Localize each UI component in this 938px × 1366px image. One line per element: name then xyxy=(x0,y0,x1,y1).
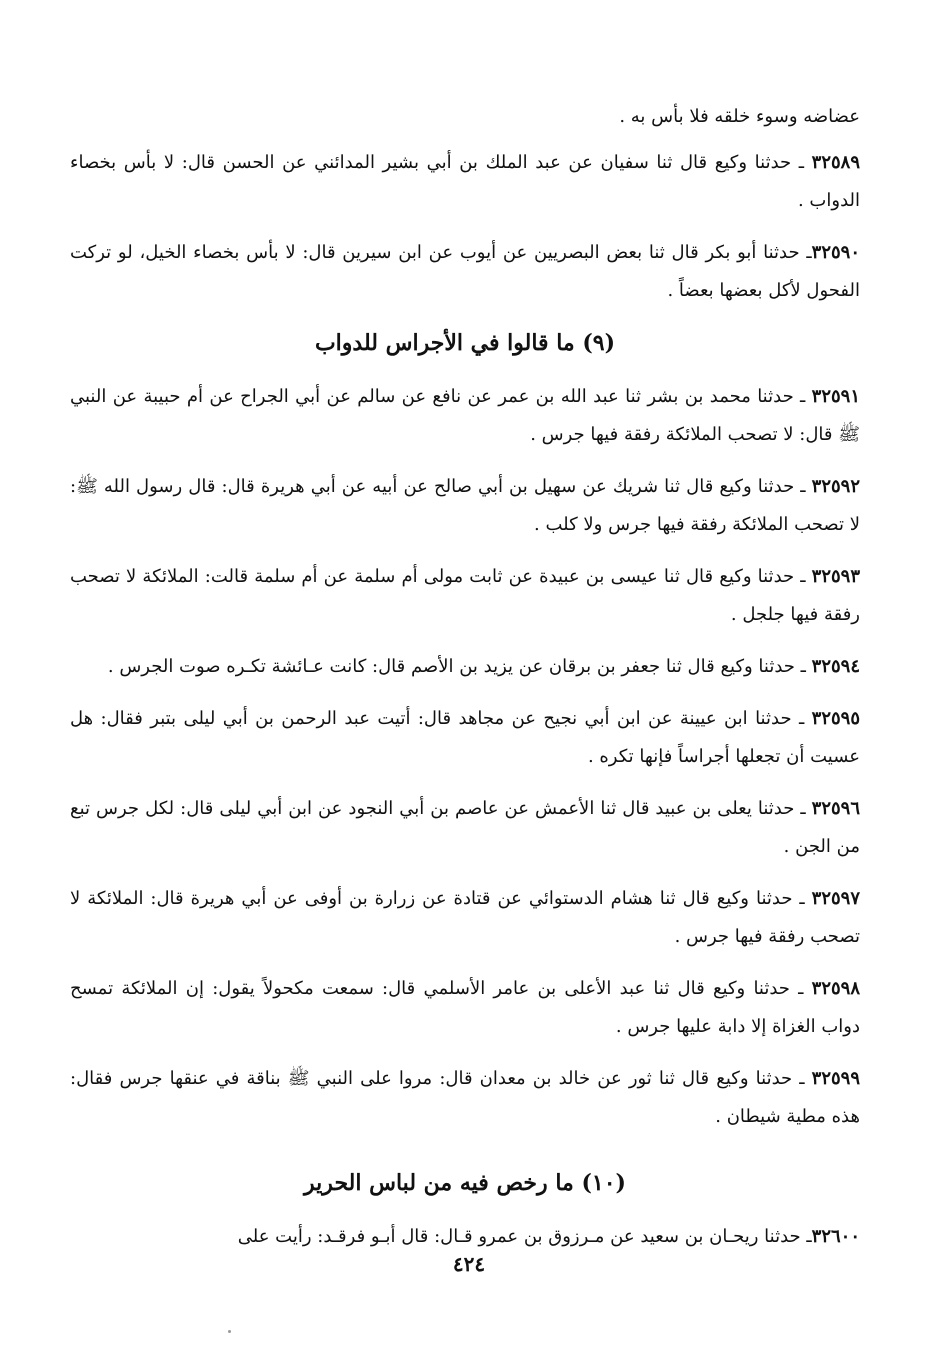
hadith-text: ـ حدثنا محمد بن بشر ثنا عبد الله بن عمر عن نافع عن سالم عن أبي الجراح عن أم حبيبة عن النبي ﷺ قال: لا تصحب الملائكة رفقة فيها جرس . xyxy=(70,386,860,445)
hadith-number: ٣٢٥٩١ xyxy=(811,386,860,407)
hadith-group-b xyxy=(70,378,860,1136)
hadith-number: ٣٢٥٩٧ xyxy=(811,888,860,909)
chapter-heading-9: (٩) ما قالوا في الأجراس للدواب xyxy=(314,330,616,356)
hadith-number: ٣٢٦٠٠ xyxy=(811,1226,860,1247)
hadith-paragraph xyxy=(70,1060,860,1136)
page-text xyxy=(70,98,860,1270)
hadith-paragraph xyxy=(70,700,860,776)
hadith-paragraph xyxy=(70,378,860,454)
hadith-paragraph xyxy=(70,234,860,310)
hadith-group-c xyxy=(70,1218,860,1256)
hadith-text: ـ حدثنا وكيع قال ثنا عيسى بن عبيدة عن ثابت مولى أم سلمة عن أم سلمة قالت: الملائكة لا تصحب رفقة فيها جلجل . xyxy=(70,566,860,625)
hadith-number: ٣٢٥٩٩ xyxy=(811,1068,860,1089)
hadith-number: ٣٢٥٩٢ xyxy=(811,476,860,497)
hadith-paragraph xyxy=(70,144,860,220)
hadith-number: ٣٢٥٩٣ xyxy=(811,566,860,587)
hadith-text: ـ حدثنا ابن عيينة عن ابن أبي نجيح عن مجاهد قال: أتيت عبد الرحمن بن أبي ليلى بتبر فقال: هل عسيت أن تجعلها أجراساً فإنها تكره . xyxy=(70,708,860,767)
hadith-paragraph xyxy=(70,1218,860,1256)
hadith-text: ـ حدثنا وكيع قال ثنا شريك عن سهيل بن أبي صالح عن أبيه عن أبي هريرة قال: قال رسول الله ﷺ: لا تصحب الملائكة رفقة فيها جرس ولا كلب . xyxy=(70,476,860,535)
page-number: ٤٢٤ xyxy=(452,1252,486,1276)
hadith-text: ـ حدثنا وكيع قال ثنا عبد الأعلى بن عامر الأسلمي قال: سمعت مكحولاً يقول: إن الملائكة تمسح دواب الغزاة إلا دابة عليها جرس . xyxy=(70,978,860,1037)
hadith-text: ـ حدثنا يعلى بن عبيد قال ثنا الأعمش عن عاصم بن أبي النجود عن ابن أبي ليلى قال: لكل جرس تبع من الجن . xyxy=(70,798,860,857)
hadith-text: ـ حدثنا أبو بكر قال ثنا بعض البصريين عن أيوب عن ابن سيرين قال: لا بأس بخصاء الخيل، لو تركت الفحول لأكل بعضها بعضاً . xyxy=(70,242,860,301)
hadith-text: ـ حدثنا وكيع قال ثنا سفيان عن عبد الملك بن أبي بشير المدائني عن الحسن قال: لا بأس بخصاء الدواب . xyxy=(70,152,860,211)
hadith-text: ـ حدثنا وكيع قال ثنا ثور عن خالد بن معدان قال: مروا على النبي ﷺ بناقة في عنقها جرس فقال: هذه مطية شيطان . xyxy=(70,1068,860,1127)
hadith-paragraph xyxy=(70,790,860,866)
hadith-group-a xyxy=(70,144,860,310)
hadith-number: ٣٢٥٩٥ xyxy=(811,708,860,729)
hadith-text: ـ حدثنا ريحـان بن سعيد عن مـرزوق بن عمرو قـال: قال أبـو فرقـد: رأيت على xyxy=(237,1226,812,1247)
hadith-text: ـ حدثنا وكيع قال ثنا هشام الدستوائي عن قتادة عن زرارة بن أوفى عن أبي هريرة قال: الملائكة لا تصحب رفقة فيها جرس . xyxy=(70,888,860,947)
hadith-paragraph xyxy=(70,880,860,956)
hadith-number: ٣٢٥٩٨ xyxy=(811,978,860,999)
hadith-paragraph xyxy=(70,558,860,634)
hadith-number: ٣٢٥٩٤ xyxy=(811,656,860,677)
scan-speck xyxy=(228,1330,231,1333)
hadith-text: ـ حدثنا وكيع قال ثنا جعفر بن برقان عن يزيد بن الأصم قال: كانت عـائشة تكـره صوت الجرس . xyxy=(107,656,812,677)
intro-paragraph: عضاضه وسوء خلقه فلا بأس به . xyxy=(619,106,860,127)
hadith-paragraph xyxy=(70,648,860,686)
chapter-heading-10: (١٠) ما رخص فيه من لباس الحرير xyxy=(304,1170,626,1196)
hadith-number: ٣٢٥٩٦ xyxy=(811,798,860,819)
hadith-number: ٣٢٥٩٠ xyxy=(811,242,860,263)
hadith-number: ٣٢٥٨٩ xyxy=(811,152,860,173)
hadith-paragraph xyxy=(70,468,860,544)
hadith-paragraph xyxy=(70,970,860,1046)
